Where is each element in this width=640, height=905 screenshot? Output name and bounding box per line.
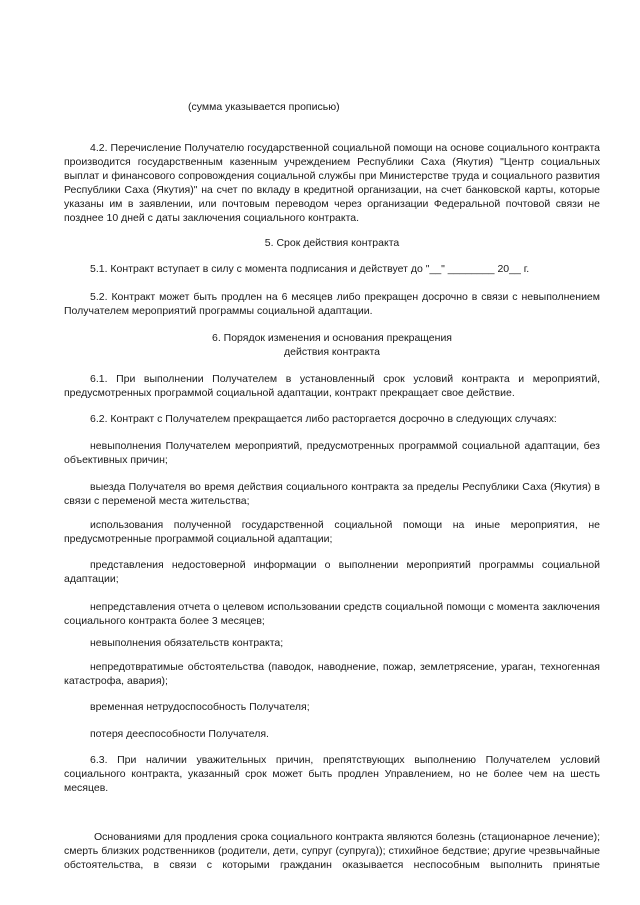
sum-note: (сумма указывается прописью)	[188, 101, 340, 113]
text-line: Республики Саха (Якутия)" на счет по вкладу в кредитной организации, на счет банковской карты, которые	[64, 184, 600, 196]
text-line: указаны им в заявлении, или почтовым переводом через организации Федеральной почтовой связи не	[64, 198, 600, 210]
list-item: непредотвратимые обстоятельства (паводок, наводнение, пожар, землетрясение, ураган, техногенная	[90, 661, 600, 673]
text-line: социального контракта, указанный срок может быть продлен Управлением, но не более чем на шесть	[64, 768, 600, 780]
text-line: 6.3. При наличии уважительных причин, препятствующих выполнению Получателем условий	[90, 754, 600, 766]
text-line: 5.2. Контракт может быть продлен на 6 месяцев либо прекращен досрочно в связи с невыполнением	[90, 291, 600, 303]
list-item: выезда Получателя во время действия социального контракта за пределы Республики Саха (Якутия) в	[90, 481, 600, 493]
list-item: представления недостоверной информации о выполнении мероприятий программы социальной	[90, 559, 600, 571]
list-item: невыполнения Получателем мероприятий, предусмотренных программой социальной адаптации, без	[90, 440, 600, 452]
list-item-cont: адаптации;	[64, 573, 119, 585]
list-item-cont: социального контракта более 3 месяцев;	[64, 615, 265, 627]
text-line: Получателем мероприятий программы социальной адаптации.	[64, 305, 373, 317]
text-line: 4.2. Перечисление Получателю государственной социальной помощи на основе социального контракта	[90, 142, 600, 154]
text-line: производится государственным казенным учреждением Республики Саха (Якутия) "Центр социальных	[64, 156, 600, 168]
list-item-cont: катастрофа, авария);	[64, 675, 168, 687]
text-line: Основаниями для продления срока социального контракта являются болезнь (стационарное лечение);	[94, 831, 600, 843]
text-line: месяцев.	[64, 782, 109, 794]
title-line: действия контракта	[283, 346, 381, 358]
list-item-cont: предусмотренные программой социальной адаптации;	[64, 533, 333, 545]
title-line: 6. Порядок изменения и основания прекращения	[211, 332, 452, 344]
text-line: 6.1. При выполнении Получателем в установленный срок условий контракта и мероприятий,	[90, 373, 600, 385]
list-item: потеря дееспособности Получателя.	[90, 728, 269, 740]
paragraph-5-1: 5.1. Контракт вступает в силу с момента подписания и действует до "__" ________ 20__ г.	[90, 263, 530, 275]
text-line: выплат и финансового сопровождения социальной службы при Министерстве труда и социального развития	[64, 170, 600, 182]
list-item-cont: объективных причин;	[64, 454, 168, 466]
list-item-cont: связи с переменой места жительства;	[64, 495, 250, 507]
list-item: непредставления отчета о целевом использовании средств социальной помощи с момента заключения	[90, 601, 600, 613]
section-5-title: 5. Срок действия контракта	[264, 237, 400, 249]
document-page	[64, 0, 600, 905]
list-item: использования полученной государственной социальной помощи на иные мероприятия, не	[90, 519, 600, 531]
text-line: предусмотренных программой социальной адаптации, контракт прекращает свое действие.	[64, 387, 515, 399]
list-item: невыполнения обязательств контракта;	[90, 637, 284, 649]
paragraph-6-2: 6.2. Контракт с Получателем прекращается либо расторгается досрочно в следующих случаях:	[90, 413, 557, 425]
list-item: временная нетрудоспособность Получателя;	[90, 701, 310, 713]
text-line: смерть близких родственников (родители, дети, супруг (супруга)); стихийное бедствие; другие чрезвычайные	[64, 845, 600, 857]
text-line: обстоятельства, в связи с которыми гражданин оказывается неспособным выполнить принятые	[64, 859, 600, 871]
text-line: позднее 10 дней с даты заключения социального контракта.	[64, 212, 360, 224]
